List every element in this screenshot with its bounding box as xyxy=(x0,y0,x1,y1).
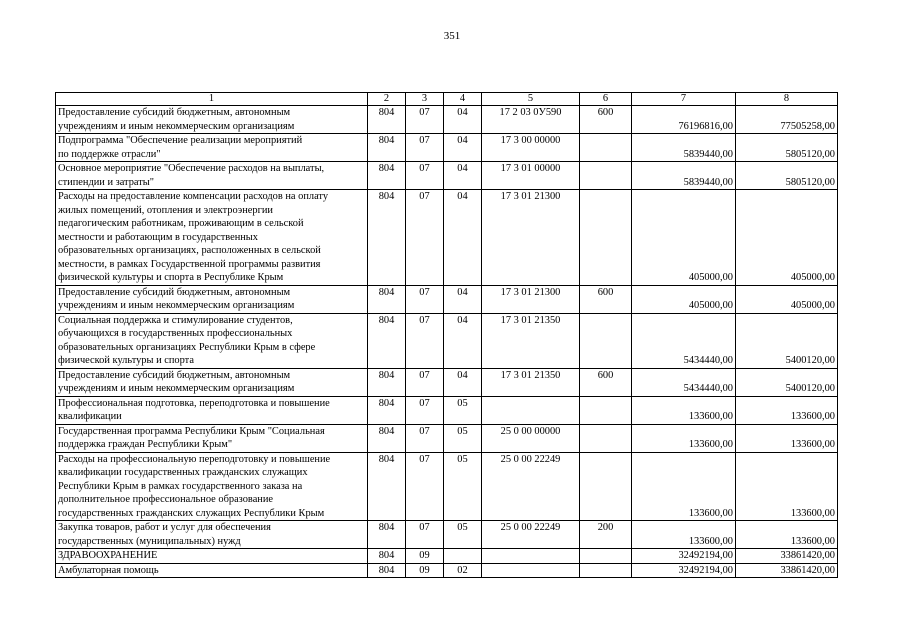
amount-cell: 405000,00 xyxy=(632,190,736,286)
description-line: образовательных организациях Республики Крым в сфере xyxy=(58,341,316,353)
table-row xyxy=(56,549,838,564)
description-line: государственных гражданских служащих Республики Крым xyxy=(58,507,325,519)
header-cell: 5 xyxy=(482,93,580,106)
subsection-cell: 05 xyxy=(444,521,482,549)
section-cell: 07 xyxy=(406,424,444,452)
amount-cell: 33861420,00 xyxy=(736,549,838,564)
header-row xyxy=(56,93,838,106)
table-row xyxy=(56,396,838,424)
subsection-cell: 04 xyxy=(444,190,482,286)
subsection-cell: 05 xyxy=(444,452,482,521)
amount-cell: 5434440,00 xyxy=(632,313,736,368)
header-cell: 1 xyxy=(56,93,368,106)
section-cell: 09 xyxy=(406,563,444,578)
amount-cell: 133600,00 xyxy=(736,424,838,452)
description-line: Расходы на профессиональную переподготовку и повышение xyxy=(58,453,331,465)
description-line: физической культуры и спорта xyxy=(58,355,194,366)
target-article-cell: 25 0 00 00000 xyxy=(482,424,580,452)
target-article-cell xyxy=(482,549,580,564)
expense-type-cell xyxy=(580,424,632,452)
code-cell: 804 xyxy=(368,285,406,313)
table-row xyxy=(56,424,838,452)
table-row xyxy=(56,285,838,313)
table-row xyxy=(56,452,838,521)
code-cell: 804 xyxy=(368,162,406,190)
table-row xyxy=(56,368,838,396)
code-cell: 804 xyxy=(368,396,406,424)
description-line: Предоставление субсидий бюджетным, автономным xyxy=(58,107,291,118)
code-cell: 804 xyxy=(368,106,406,134)
table-row xyxy=(56,563,838,578)
description-cell xyxy=(56,134,368,162)
table-row xyxy=(56,106,838,134)
amount-cell: 5400120,00 xyxy=(736,368,838,396)
target-article-cell: 17 3 00 00000 xyxy=(482,134,580,162)
header-cell: 4 xyxy=(444,93,482,106)
amount-cell: 133600,00 xyxy=(632,452,736,521)
description-line: обучающихся в государственных профессиональных xyxy=(58,328,293,339)
target-article-cell xyxy=(482,396,580,424)
description-line: жилых помещений, отопления и электроэнергии xyxy=(58,204,273,216)
description-line: Основное мероприятие "Обеспечение расходов на выплаты, xyxy=(58,163,325,174)
amount-cell: 32492194,00 xyxy=(632,563,736,578)
section-cell: 07 xyxy=(406,162,444,190)
subsection-cell: 04 xyxy=(444,313,482,368)
section-cell: 07 xyxy=(406,396,444,424)
amount-cell: 77505258,00 xyxy=(736,106,838,134)
description-cell xyxy=(56,563,368,578)
description-line: Предоставление субсидий бюджетным, автономным xyxy=(58,369,291,381)
description-line: Предоставление субсидий бюджетным, автономным xyxy=(58,286,291,298)
target-article-cell: 17 3 01 21300 xyxy=(482,190,580,286)
section-cell: 07 xyxy=(406,452,444,521)
description-line: Амбулаторная помощь xyxy=(58,564,159,576)
code-cell: 804 xyxy=(368,368,406,396)
table-row xyxy=(56,134,838,162)
expense-type-cell xyxy=(580,190,632,286)
amount-cell: 133600,00 xyxy=(632,396,736,424)
description-line: Закупка товаров, работ и услуг для обеспечения xyxy=(58,522,271,533)
amount-cell: 5839440,00 xyxy=(632,134,736,162)
amount-cell: 133600,00 xyxy=(736,396,838,424)
amount-cell: 76196816,00 xyxy=(632,106,736,134)
expense-type-cell xyxy=(580,162,632,190)
amount-cell: 33861420,00 xyxy=(736,563,838,578)
description-cell xyxy=(56,368,368,396)
code-cell: 804 xyxy=(368,549,406,564)
code-cell: 804 xyxy=(368,190,406,286)
expense-type-cell xyxy=(580,452,632,521)
header-cell: 3 xyxy=(406,93,444,106)
expense-type-cell xyxy=(580,313,632,368)
subsection-cell: 04 xyxy=(444,162,482,190)
subsection-cell: 05 xyxy=(444,396,482,424)
description-line: квалификации государственных гражданских служащих xyxy=(58,467,308,478)
amount-cell: 133600,00 xyxy=(736,452,838,521)
code-cell: 804 xyxy=(368,563,406,578)
description-cell xyxy=(56,285,368,313)
target-article-cell: 17 3 01 21350 xyxy=(482,313,580,368)
target-article-cell: 17 3 01 21300 xyxy=(482,285,580,313)
target-article-cell: 25 0 00 22249 xyxy=(482,521,580,549)
description-line: ЗДРАВООХРАНЕНИЕ xyxy=(58,550,158,561)
section-cell: 07 xyxy=(406,106,444,134)
subsection-cell: 04 xyxy=(444,285,482,313)
amount-cell: 133600,00 xyxy=(632,521,736,549)
subsection-cell: 05 xyxy=(444,424,482,452)
description-line: квалификации xyxy=(58,411,122,422)
section-cell: 07 xyxy=(406,285,444,313)
description-line: учреждениям и иным некоммерческим организациям xyxy=(58,300,295,311)
description-cell xyxy=(56,396,368,424)
section-cell: 09 xyxy=(406,549,444,564)
description-cell xyxy=(56,190,368,286)
description-line: Государственная программа Республики Крым "Социальная xyxy=(58,425,325,437)
description-line: педагогическим работникам, проживающим в сельской xyxy=(58,218,304,229)
amount-cell: 32492194,00 xyxy=(632,549,736,564)
expense-type-cell xyxy=(580,563,632,578)
expense-type-cell: 600 xyxy=(580,285,632,313)
description-cell xyxy=(56,313,368,368)
subsection-cell: 02 xyxy=(444,563,482,578)
amount-cell: 5805120,00 xyxy=(736,134,838,162)
target-article-cell xyxy=(482,563,580,578)
description-line: образовательных организациях, расположенных в сельской xyxy=(58,245,321,256)
description-line: дополнительное профессиональное образование xyxy=(58,494,274,505)
description-cell xyxy=(56,424,368,452)
section-cell: 07 xyxy=(406,313,444,368)
description-cell xyxy=(56,521,368,549)
amount-cell: 405000,00 xyxy=(736,285,838,313)
amount-cell: 133600,00 xyxy=(736,521,838,549)
table-row xyxy=(56,521,838,549)
page-number: 351 xyxy=(443,30,461,42)
amount-cell: 405000,00 xyxy=(632,285,736,313)
amount-cell: 133600,00 xyxy=(632,424,736,452)
description-line: Профессиональная подготовка, переподготовка и повышение xyxy=(58,397,330,409)
amount-cell: 5434440,00 xyxy=(632,368,736,396)
subsection-cell: 04 xyxy=(444,106,482,134)
code-cell: 804 xyxy=(368,521,406,549)
description-line: Расходы на предоставление компенсации расходов на оплату xyxy=(58,191,329,202)
target-article-cell: 25 0 00 22249 xyxy=(482,452,580,521)
expense-type-cell xyxy=(580,134,632,162)
amount-cell: 405000,00 xyxy=(736,190,838,286)
table-row xyxy=(56,313,838,368)
table-row xyxy=(56,190,838,286)
header-cell: 7 xyxy=(632,93,736,106)
code-cell: 804 xyxy=(368,424,406,452)
description-cell xyxy=(56,162,368,190)
target-article-cell: 17 3 01 21350 xyxy=(482,368,580,396)
code-cell: 804 xyxy=(368,134,406,162)
expense-type-cell: 600 xyxy=(580,368,632,396)
description-line: поддержка граждан Республики Крым" xyxy=(58,439,233,450)
description-cell xyxy=(56,106,368,134)
amount-cell: 5839440,00 xyxy=(632,162,736,190)
description-line: Подпрограмма "Обеспечение реализации мероприятий xyxy=(58,135,303,146)
description-line: по поддержке отрасли" xyxy=(58,148,161,160)
expense-type-cell: 600 xyxy=(580,106,632,134)
section-cell: 07 xyxy=(406,134,444,162)
section-cell: 07 xyxy=(406,190,444,286)
code-cell: 804 xyxy=(368,452,406,521)
description-line: учреждениям и иным некоммерческим организациям xyxy=(58,120,295,132)
subsection-cell xyxy=(444,549,482,564)
section-cell: 07 xyxy=(406,521,444,549)
description-line: Республики Крым в рамках государственного заказа на xyxy=(58,480,303,492)
expense-type-cell: 200 xyxy=(580,521,632,549)
budget-table xyxy=(55,92,838,578)
amount-cell: 5805120,00 xyxy=(736,162,838,190)
subsection-cell: 04 xyxy=(444,368,482,396)
section-cell: 07 xyxy=(406,368,444,396)
description-line: Социальная поддержка и стимулирование студентов, xyxy=(58,314,293,326)
description-line: стипендии и затраты" xyxy=(58,176,155,188)
description-line: местности и работающим в государственных xyxy=(58,231,258,243)
description-line: учреждениям и иным некоммерческим организациям xyxy=(58,383,295,394)
expense-type-cell xyxy=(580,549,632,564)
description-line: государственных (муниципальных) нужд xyxy=(58,535,241,547)
amount-cell: 5400120,00 xyxy=(736,313,838,368)
subsection-cell: 04 xyxy=(444,134,482,162)
description-cell xyxy=(56,549,368,564)
description-line: местности, в рамках Государственной программы развития xyxy=(58,258,321,270)
description-line: физической культуры и спорта в Республике Крым xyxy=(58,272,284,283)
table-row xyxy=(56,162,838,190)
header-cell: 8 xyxy=(736,93,838,106)
target-article-cell: 17 3 01 00000 xyxy=(482,162,580,190)
header-cell: 6 xyxy=(580,93,632,106)
expense-type-cell xyxy=(580,396,632,424)
description-cell xyxy=(56,452,368,521)
header-cell: 2 xyxy=(368,93,406,106)
code-cell: 804 xyxy=(368,313,406,368)
target-article-cell: 17 2 03 0У590 xyxy=(482,106,580,134)
